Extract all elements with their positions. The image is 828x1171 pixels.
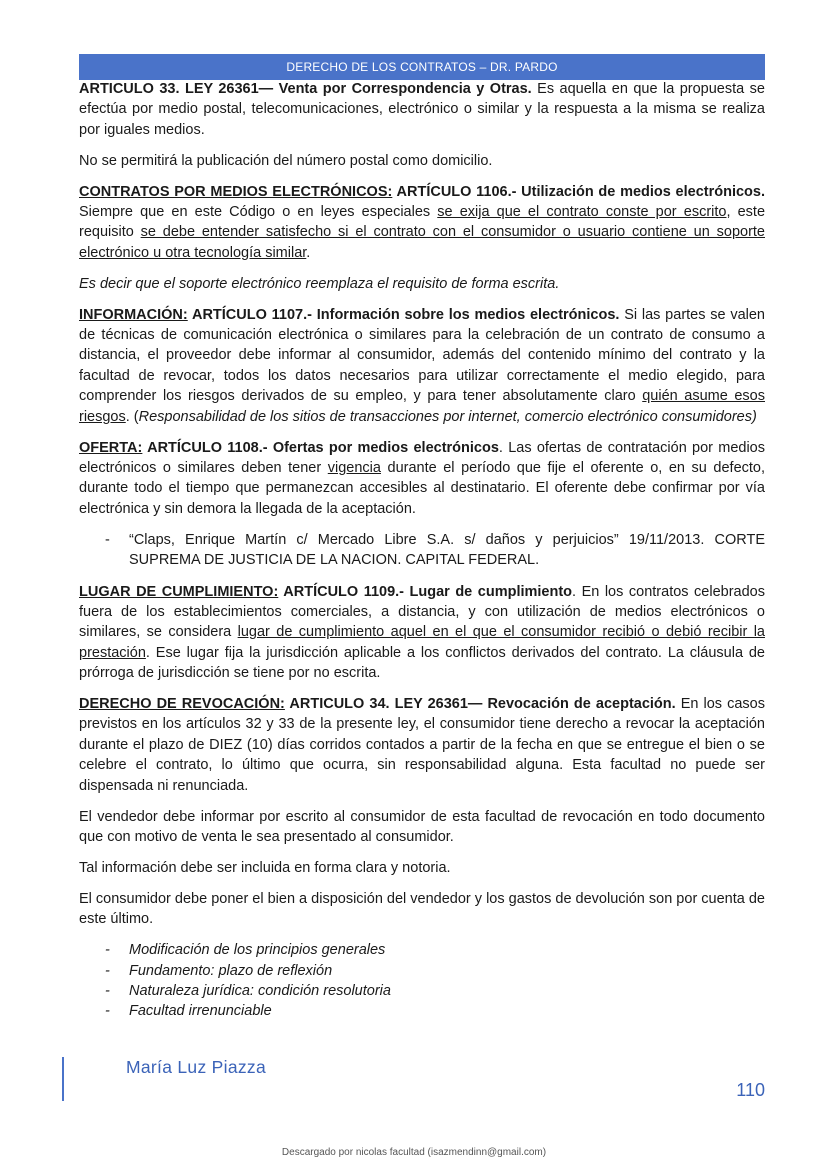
paragraph-informacion: Tal información debe ser incluida en forma clara y notoria. [79,859,451,876]
bullet-dash: - [105,982,110,999]
header-title: DERECHO DE LOS CONTRATOS – DR. PARDO [286,60,558,74]
art1106-label: CONTRATOS POR MEDIOS ELECTRÓNICOS: [79,183,393,200]
paragraph-art34: DERECHO DE REVOCACIÓN: ARTICULO 34. LEY 26361— Revocación de aceptación. En los casos previstos en los artículos 32 y 33 de la presente ley, el consumidor tiene derecho a revocar la aceptación durante el plazo de DIEZ (10) días corridos contados a partir de la fecha en que se entregue el bien o se celebre el contrato, lo último que ocurra, sin responsabilidad alguna. Esta facultad no puede ser dispensada ni renunciada. [79,696,765,794]
list-item: - Fundamento: plazo de reflexión [79,961,765,981]
bullet-dash: - [105,531,110,548]
art1106-heading: ARTÍCULO 1106.- Utilización de medios electrónicos. [392,183,766,200]
art1107-heading: ARTÍCULO 1107.- Información sobre los medios electrónicos. [187,306,620,323]
art1108-heading: ARTÍCULO 1108.- Ofertas por medios electrónicos [142,439,499,456]
features-list [79,940,765,1022]
page-header [79,54,765,80]
download-footer: Descargado por nicolas facultad (isazmendinn@gmail.com) [281,1147,547,1158]
author-divider [62,1057,64,1101]
art1109-label: LUGAR DE CUMPLIMIENTO: [79,583,279,600]
paragraph-vendedor: El vendedor debe informar por escrito al consumidor de esta facultad de revocación en todo documento que con motivo de venta le sea presentado al consumidor. [79,808,765,845]
art34-heading: ARTICULO 34. LEY 26361— Revocación de aceptación. [284,696,676,713]
art34-label: DERECHO DE REVOCACIÓN: [79,696,285,713]
document-body [79,79,765,1033]
author-name: María Luz Piazza [126,1057,266,1077]
paragraph-postal: No se permitirá la publicación del número postal como domicilio. [79,152,493,169]
paragraph-art1108: OFERTA: ARTÍCULO 1108.- Ofertas por medios electrónicos. Las ofertas de contratación por medios electrónicos o similares deben tener vigencia durante el período que fije el oferente o, en su defecto, durante todo el tiempo que permanezcan accesibles al destinatario. El oferente debe confirmar por vía electrónica y sin demora la llegada de la aceptación. [79,439,765,517]
page-number: 110 [736,1080,765,1100]
list-item: - “Claps, Enrique Martín c/ Mercado Libre S.A. s/ daños y perjuicios” 19/11/2013. CORTE SUPREMA DE JUSTICIA DE LA NACION. CAPITAL FEDERAL. [105,531,765,569]
art33-heading: ARTICULO 33. LEY 26361— Venta por Correspondencia y Otras. [79,81,532,97]
paragraph-consumidor: El consumidor debe poner el bien a disposición del vendedor y los gastos de devolución son por cuenta de este último. [79,890,765,928]
paragraph-art1109: LUGAR DE CUMPLIMIENTO: ARTÍCULO 1109.- Lugar de cumplimiento. En los contratos celebrados fuera de los establecimientos comerciales, a distancia, y con utilización de medios electrónicos o similares, se considera lugar de cumplimiento aquel en el que el consumidor recibió o debió recibir la prestación. Ese lugar fija la jurisdicción aplicable a los conflictos derivados del contrato. La cláusula de prórroga de jurisdicción se tiene por no escrita. [79,583,765,682]
list-item: - Naturaleza jurídica: condición resolutoria [79,981,765,1001]
art1109-heading: ARTÍCULO 1109.- Lugar de cumplimiento [278,583,573,600]
paragraph-art33 [79,79,765,140]
art1108-label: OFERTA: [79,439,143,456]
paragraph-art1106: CONTRATOS POR MEDIOS ELECTRÓNICOS: ARTÍCULO 1106.- Utilización de medios electrónicos. Siempre que en este Código o en leyes especiales se exija que el contrato conste por escrito, este requisito se debe entender satisfecho si el contrato con el consumidor o usuario contiene un soporte electrónico u otra tecnología similar. [79,183,766,261]
paragraph-soporte: Es decir que el soporte electrónico reemplaza el requisito de forma escrita. [79,275,560,292]
bullet-dash: - [105,962,110,979]
bullet-dash: - [105,1003,110,1020]
list-item: - Facultad irrenunciable [79,1001,765,1021]
art1107-label: INFORMACIÓN: [79,306,188,323]
art33-text: Es aquella en que la propuesta se efectúa por medio postal, telecomunicaciones, electrónico o similar y la respuesta a la misma se realiza por iguales medios. [79,81,765,138]
case-list [79,530,765,571]
list-item: - Modificación de los principios generales [79,940,765,960]
bullet-dash: - [105,942,110,959]
paragraph-art1107: INFORMACIÓN: ARTÍCULO 1107.- Información sobre los medios electrónicos. Si las partes se valen de técnicas de comunicación electrónica o similares para la celebración de un contrato de consumo a distancia, el proveedor debe informar al consumidor, además del contenido mínimo del contrato y la facultad de revocar, todos los datos necesarios para utilizar correctamente el medio elegido, para comprender los riesgos derivados de su empleo, y para tener absolutamente claro quién asume esos riesgos. (Responsabilidad de los sitios de transacciones por internet, comercio electrónico consumidores) [79,306,766,425]
